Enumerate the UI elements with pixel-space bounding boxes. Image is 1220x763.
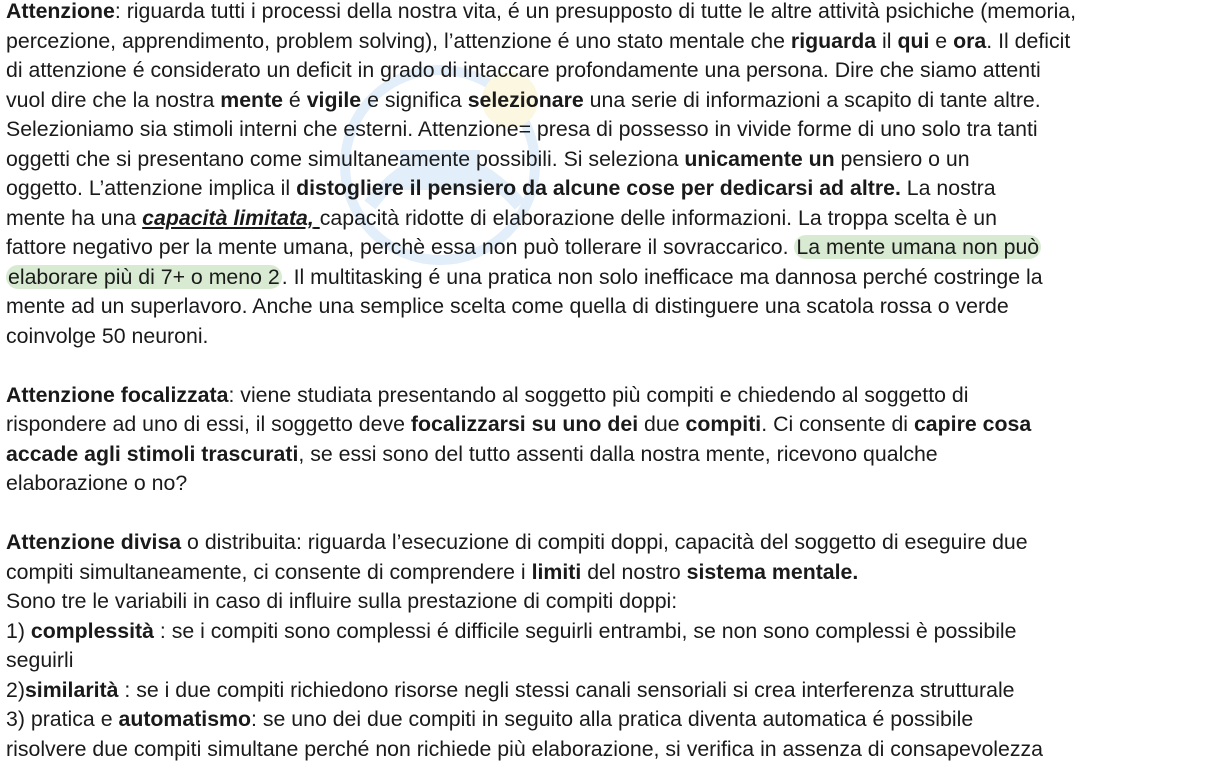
text-line: 1) complessità : se i compiti sono complessi é difficile seguirli entrambi, se non sono complessi è possibile — [6, 618, 1017, 643]
text-line: seguirli — [6, 648, 74, 672]
text-line: elaborazione o no? — [6, 471, 188, 495]
text-line: Sono tre le variabili in caso di influire sulla prestazione di compiti doppi: — [6, 589, 678, 613]
text-line: compiti simultaneamente, ci consente di comprendere i limiti del nostro sistema mentale. — [6, 559, 859, 584]
text-line: percezione, apprendimento, problem solving), l’attenzione é uno stato mentale che riguarda il qui e ora. Il deficit — [6, 28, 1071, 53]
text-line: risolvere due compiti simultane perché non richiede più elaborazione, si verifica in assenza di consapevolezza — [6, 736, 1044, 761]
text-line: 3) pratica e automatismo: se uno dei due compiti in seguito alla pratica diventa automatica é possibile — [6, 707, 974, 731]
text-line: Attenzione divisa o distribuita: riguarda l’esecuzione di compiti doppi, capacità del soggetto di eseguire due — [6, 530, 1028, 554]
text-line: mente ha una capacità limitata, capacità ridotte di elaborazione delle informazioni. La troppa scelta è un — [6, 205, 997, 230]
text-line: oggetto. L’attenzione implica il distogliere il pensiero da alcune cose per dedicarsi ad altre. La nostra — [6, 176, 996, 200]
text-line: vuol dire che la nostra mente é vigile e significa selezionare una serie di informazioni a scapito di tante altre. — [6, 87, 1041, 112]
text-line: oggetti che si presentano come simultaneamente possibili. Si seleziona unicamente un pensiero o un — [6, 146, 970, 171]
text-line: Attenzione focalizzata: viene studiata presentando al soggetto più compiti e chiedendo al soggetto di — [6, 382, 969, 407]
text-line: rispondere ad uno di essi, il soggetto deve focalizzarsi su uno dei due compiti. Ci consente di capire cosa — [6, 412, 1032, 436]
text-line: elaborare più di 7+ o meno 2. Il multitasking é una pratica non solo inefficace ma dannosa perché costringe la — [8, 264, 1043, 289]
paragraph-gap — [6, 499, 1218, 529]
text-line: Attenzione: riguarda tutti i processi della nostra vita, é un presupposto di tutte le altre attività psichiche (memoria, — [6, 0, 1077, 23]
paragraph-gap — [6, 351, 1218, 381]
notes-text — [6, 0, 1218, 763]
text-line: coinvolge 50 neuroni. — [6, 323, 209, 348]
highlight-mark: elaborare più di 7+ o meno 2 — [8, 264, 280, 289]
text-line: 2)similarità : se i due compiti richiedono risorse negli stessi canali sensoriali si crea interferenza strutturale — [6, 677, 1015, 702]
text-line: di attenzione é considerato un deficit in grado di intaccare profondamente una persona. Dire che siamo attenti — [6, 58, 1041, 82]
text-line: mente ad un superlavoro. Anche una semplice scelta come quella di distinguere una scatola rossa o verde — [6, 294, 1009, 318]
text-line: fattore negativo per la mente umana, perchè essa non può tollerare il sovraccarico. La mente umana non può — [6, 235, 1040, 259]
highlight-mark: La mente umana non può — [796, 235, 1040, 259]
text-line: accade agli stimoli trascurati, se essi sono del tutto assenti dalla nostra mente, ricevono qualche — [6, 441, 938, 466]
text-line: Selezioniamo sia stimoli interni che esterni. Attenzione= presa di possesso in vivide forme di uno solo tra tanti — [6, 117, 1038, 141]
